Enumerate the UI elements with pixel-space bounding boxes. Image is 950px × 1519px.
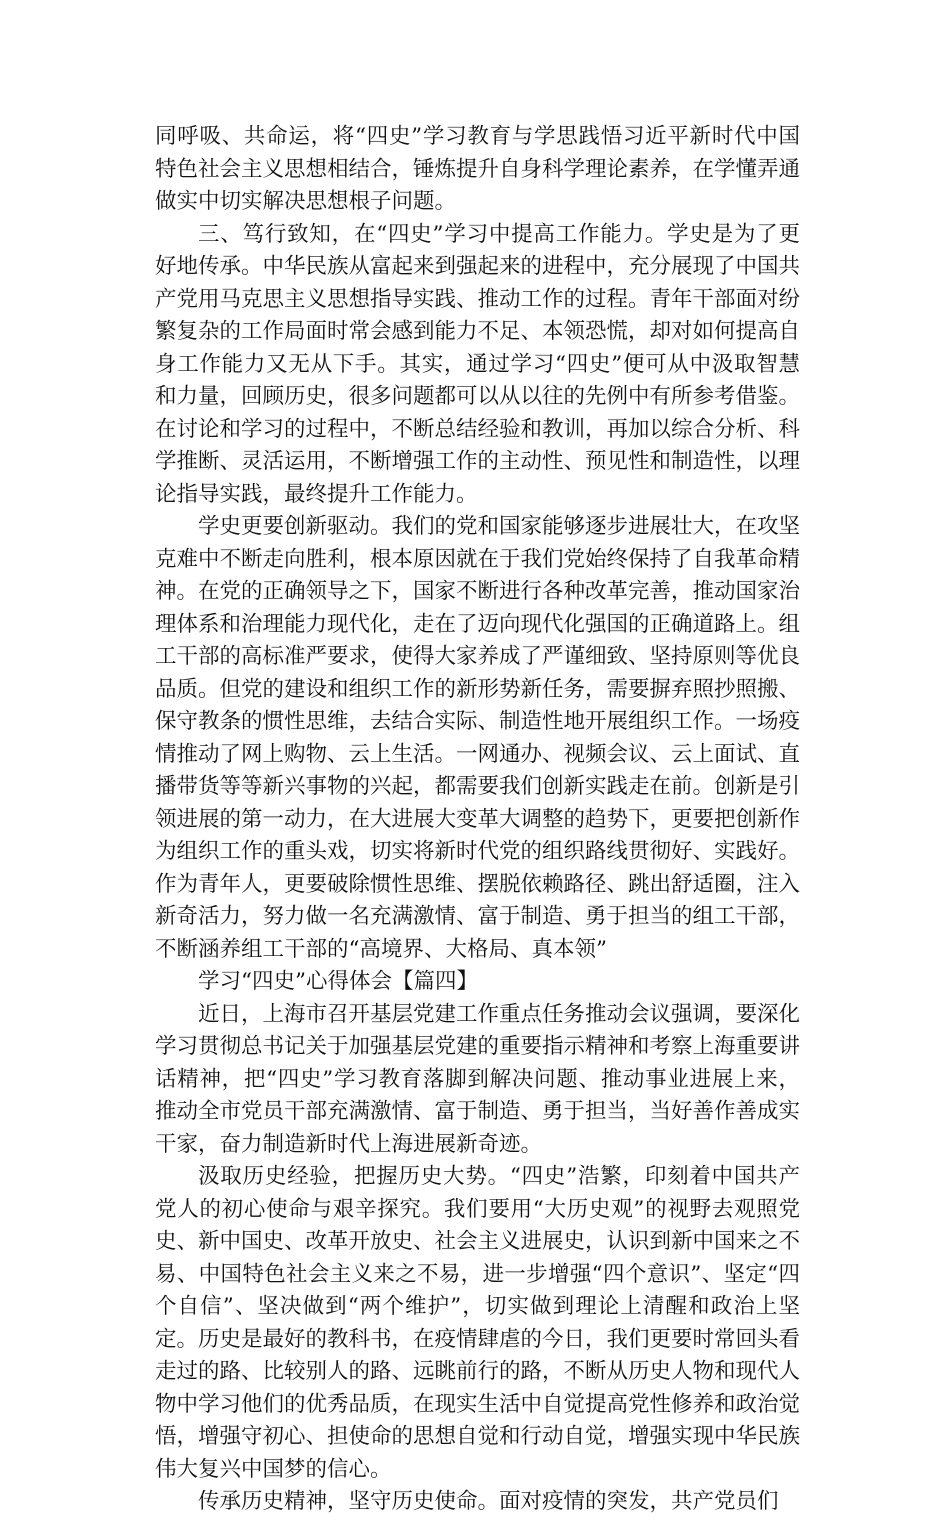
document-page xyxy=(155,121,800,1519)
paragraph-history-spirit: 传承历史精神，坚守历史使命。面对疫情的突发，共产党员们 xyxy=(198,1489,779,1514)
paragraph-shanghai-meeting: 近日，上海市召开基层党建工作重点任务推动会议强调，要深化学习贯彻总书记关于加强基层党建的重要指示精神和考察上海重要讲话精神，把“四史”学习教育落脚到解决问题、推动事业进展上来，推动全市党员干部充满激情、富于制造、勇于担当，当好善作善成实干家，奋力制造新时代上海进展新奇迹。 xyxy=(155,1001,801,1157)
paragraph-work-ability: 三、笃行致知，在“四史”学习中提高工作能力。学史是为了更好地传承。中华民族从富起来到强起来的进程中，充分展现了中国共产党用马克思主义思想指导实践、推动工作的过程。青年干部面对纷繁复杂的工作局面时常会感到能力不足、本领恐慌，却对如何提高自身工作能力又无从下手。其实，通过学习“四史”便可从中汲取智慧和力量，回顾历史，很多问题都可以从以往的先例中有所参考借鉴。在讨论和学习的过程中，不断总结经验和教训，再加以综合分析、科学推断、灵活运用，不断增强工作的主动性、预见性和制造性，以理论指导实践，最终提升工作能力。 xyxy=(155,221,801,507)
paragraph-innovation: 学史更要创新驱动。我们的党和国家能够逐步进展壮大，在攻坚克难中不断走向胜利，根本原因就在于我们党始终保持了自我革命精神。在党的正确领导之下，国家不断进行各种改革完善，推动国家治理体系和治理能力现代化，走在了迈向现代化强国的正确道路上。组工干部的高标准严要求，使得大家养成了严谨细致、坚持原则等优良品质。但党的建设和组织工作的新形势新任务，需要摒弃照抄照搬、保守教条的惯性思维，去结合实际、制造性地开展组织工作。一场疫情推动了网上购物、云上生活。一网通办、视频会议、云上面试、直播带货等等新兴事物的兴起，都需要我们创新实践走在前。创新是引领进展的第一动力，在大进展大变革大调整的趋势下，更要把创新作为组织工作的重头戏，切实将新时代党的组织路线贯彻好、实践好。作为青年人，更要破除惯性思维、摆脱依赖路径、跳出舒适圈，注入新奇活力，努力做一名充满激情、富于制造、勇于担当的组工干部，不断涵养组工干部的“高境界、大格局、真本领” xyxy=(155,514,801,962)
paragraph-history-experience: 汲取历史经验，把握历史大势。“四史”浩繁，印刻着中国共产党人的初心使命与艰辛探究。我们要用“大历史观”的视野去观照党史、新中国史、改革开放史、社会主义进展史，认识到新中国来之不易、中国特色社会主义来之不易，进一步增强“四个意识”、坚定“四个自信”、坚决做到“两个维护”，切实做到理论上清醒和政治上坚定。历史是最好的教科书，在疫情肆虐的今日，我们更要时常回头看走过的路、比较别人的路、远眺前行的路，不断从历史人物和现代人物中学习他们的优秀品质，在现实生活中自觉提高党性修养和政治觉悟，增强守初心、担使命的思想自觉和行动自觉，增强实现中华民族伟大复兴中国梦的信心。 xyxy=(155,1164,801,1482)
section-heading: 学习“四史”心得体会【篇四】 xyxy=(198,969,478,994)
paragraph-continuation: 同呼吸、共命运，将“四史”学习教育与学思践悟习近平新时代中国特色社会主义思想相结合，锤炼提升自身科学理论素养，在学懂弄通做实中切实解决思想根子问题。 xyxy=(155,124,801,214)
